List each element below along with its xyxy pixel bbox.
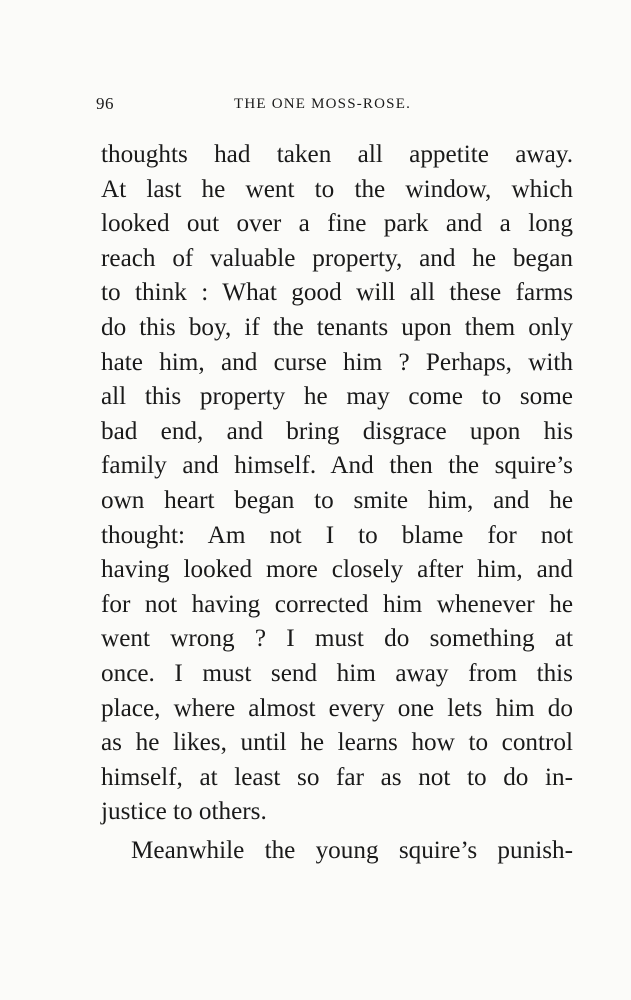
text-line: family and himself. And then the squire’s <box>101 452 573 480</box>
text-line: to think : What good will all these farms <box>101 279 573 307</box>
text-line: bad end, and bring disgrace upon his <box>101 417 573 445</box>
text-line: reach of valuable property, and he began <box>101 244 573 272</box>
text-line: justice to others. <box>101 798 267 826</box>
page-number: 96 <box>96 94 114 113</box>
text-line: all this property he may come to some <box>101 383 573 411</box>
body-text <box>101 138 573 868</box>
text-line: looked out over a fine park and a long <box>101 210 573 238</box>
text-line: place, where almost every one lets him do <box>101 694 573 722</box>
text-line: for not having corrected him whenever he <box>101 590 573 618</box>
text-line: do this boy, if the tenants upon them only <box>101 313 573 341</box>
text-line: thoughts had taken all appetite away. <box>101 141 573 168</box>
text-line: Meanwhile the young squire’s punish- <box>131 836 573 864</box>
text-line: as he likes, until he learns how to control <box>101 729 573 757</box>
text-line: At last he went to the window, which <box>101 175 573 203</box>
text-line: having looked more closely after him, and <box>101 556 573 584</box>
paragraph <box>101 834 573 869</box>
text-line: went wrong ? I must do something at <box>101 625 573 653</box>
text-line: once. I must send him away from this <box>101 659 573 687</box>
text-line: hate him, and curse him ? Perhaps, with <box>101 348 573 376</box>
text-line: himself, at least so far as not to do in- <box>101 763 573 791</box>
page-header <box>96 94 574 118</box>
paragraph <box>101 138 573 830</box>
running-head: THE ONE MOSS-ROSE. <box>234 96 412 112</box>
text-line: thought: Am not I to blame for not <box>101 521 573 549</box>
text-line: own heart began to smite him, and he <box>101 486 573 514</box>
